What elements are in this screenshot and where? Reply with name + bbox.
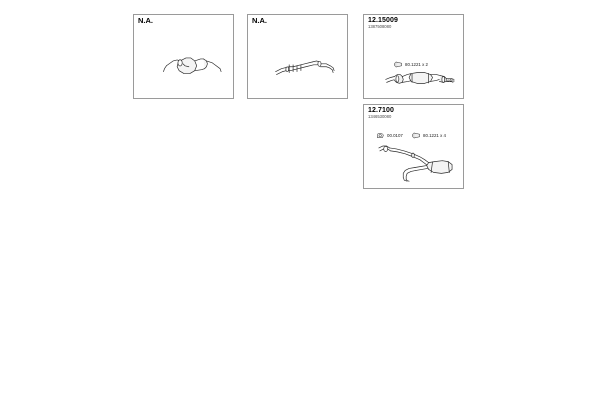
part-panel-1[interactable] bbox=[133, 14, 234, 99]
gasket-icon bbox=[376, 132, 385, 139]
muffler-drawing-1 bbox=[134, 15, 233, 98]
panel-3-bolt-chip[interactable] bbox=[394, 61, 428, 68]
panel-3-header-group bbox=[368, 17, 398, 30]
panel-4-subcode: 1346530080 bbox=[368, 114, 392, 120]
panel-3-diameter-label: ø55 bbox=[447, 78, 455, 83]
panel-2-na-label: N.A. bbox=[252, 16, 267, 25]
bolt-icon bbox=[394, 61, 403, 68]
panel-3-bolt-label: 80.1221 x 2 bbox=[405, 62, 428, 67]
panel-2-header-group bbox=[252, 17, 267, 25]
bolt-icon bbox=[412, 132, 421, 139]
part-panel-3[interactable] bbox=[363, 14, 464, 99]
panel-4-code: 12.7100 bbox=[368, 107, 395, 114]
panel-4-bolt-chip[interactable] bbox=[412, 132, 446, 139]
part-panel-4[interactable] bbox=[363, 104, 464, 189]
panel-4-gasket-label: 00.0107 bbox=[387, 133, 403, 138]
panel-3-code: 12.15009 bbox=[368, 17, 398, 24]
panel-1-na-label: N.A. bbox=[138, 16, 153, 25]
pipe-drawing-2 bbox=[248, 15, 347, 98]
panel-4-gasket-chip[interactable] bbox=[376, 132, 403, 139]
panel-3-subcode: 1387508080 bbox=[368, 24, 392, 30]
panel-1-header-group bbox=[138, 17, 153, 25]
panel-4-bolt-label: 80.1221 x 4 bbox=[423, 133, 446, 138]
part-panel-2[interactable] bbox=[247, 14, 348, 99]
panel-4-header-group bbox=[368, 107, 394, 120]
